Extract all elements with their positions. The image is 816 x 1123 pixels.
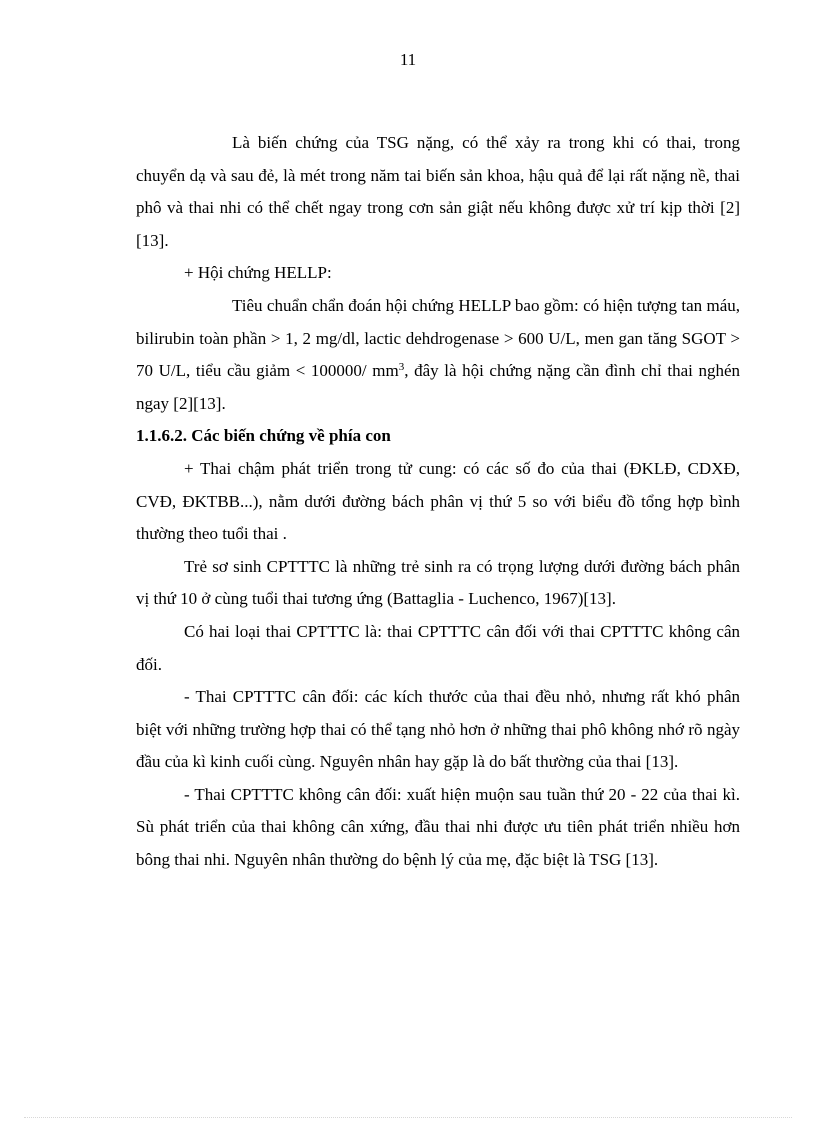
- paragraph-eclampsia-complication: Là biến chứng của TSG nặng, có thể xảy ra trong khi có thai, trong chuyển dạ và sau đẻ, là mét trong năm tai biến sản khoa, hậu quả để lại rất nặng nề, thai phô và thai nhi có thể chết ngay trong cơn sản giật nếu không được xử trí kịp thời [2][13].: [136, 133, 740, 250]
- superscript-unit: 3: [398, 361, 405, 374]
- paragraph-asymmetric: - Thai CPTTTC không cân đối: xuất hiện muộn sau tuần thứ 20 - 22 của thai kì. Sù phát triển của thai không cân xứng, đầu thai nhi được ưu tiên phát triển nhiều hơn bông thai nhi. Nguyên nhân thường do bệnh lý của mẹ, đặc biệt là TSG [13].: [136, 784, 740, 870]
- hellp-criteria-text: Tiêu chuẩn chẩn đoán hội chứng HELLP bao gồm: có hiện tượng tan máu, bilirubin toàn phần > 1, 2 mg/dl, lactic dehdrogenase > 600 U/L, men gan tăng SGOT > 70 U/L, tiểu cầu giảm < 100000/ mm: [136, 295, 740, 381]
- paragraph-hellp-heading: + Hội chứng HELLP:: [184, 263, 332, 283]
- hellp-criteria-text-end: , đây là hội chứng nặng cần đình chỉ thai nghén ngay [2][13].: [136, 361, 740, 413]
- page-number: 11: [399, 50, 417, 69]
- document-body: [136, 127, 740, 877]
- paragraph-two-types: Có hai loại thai CPTTTC là: thai CPTTTC cân đối với thai CPTTTC không cân đối.: [136, 621, 740, 674]
- paragraph-fgr-definition: + Thai chậm phát triển trong tử cung: có các số đo của thai (ĐKLĐ, CDXĐ, CVĐ, ĐKTBB...), nằm dưới đường bách phân vị thứ 5 so với biểu đồ tổng hợp bình thường theo tuổi thai .: [136, 458, 740, 544]
- paragraph-newborn-cptttc: Trẻ sơ sinh CPTTTC là những trẻ sinh ra có trọng lượng dưới đường bách phân vị thứ 10 ở cùng tuổi thai tương ứng (Battaglia - Luchenco, 1967)[13].: [136, 556, 740, 609]
- paragraph-hellp-criteria: [136, 290, 740, 420]
- page-bottom-divider: [24, 1117, 792, 1118]
- section-heading: 1.1.6.2. Các biến chứng về phía con: [136, 426, 391, 446]
- paragraph-symmetric: - Thai CPTTTC cân đối: các kích thước của thai đều nhỏ, nhưng rất khó phân biệt với những trường hợp thai có thể tạng nhỏ hơn ở những thai phô không nhớ rõ ngày đầu của kì kinh cuối cùng. Nguyên nhân hay gặp là do bất thường của thai [13].: [136, 687, 740, 772]
